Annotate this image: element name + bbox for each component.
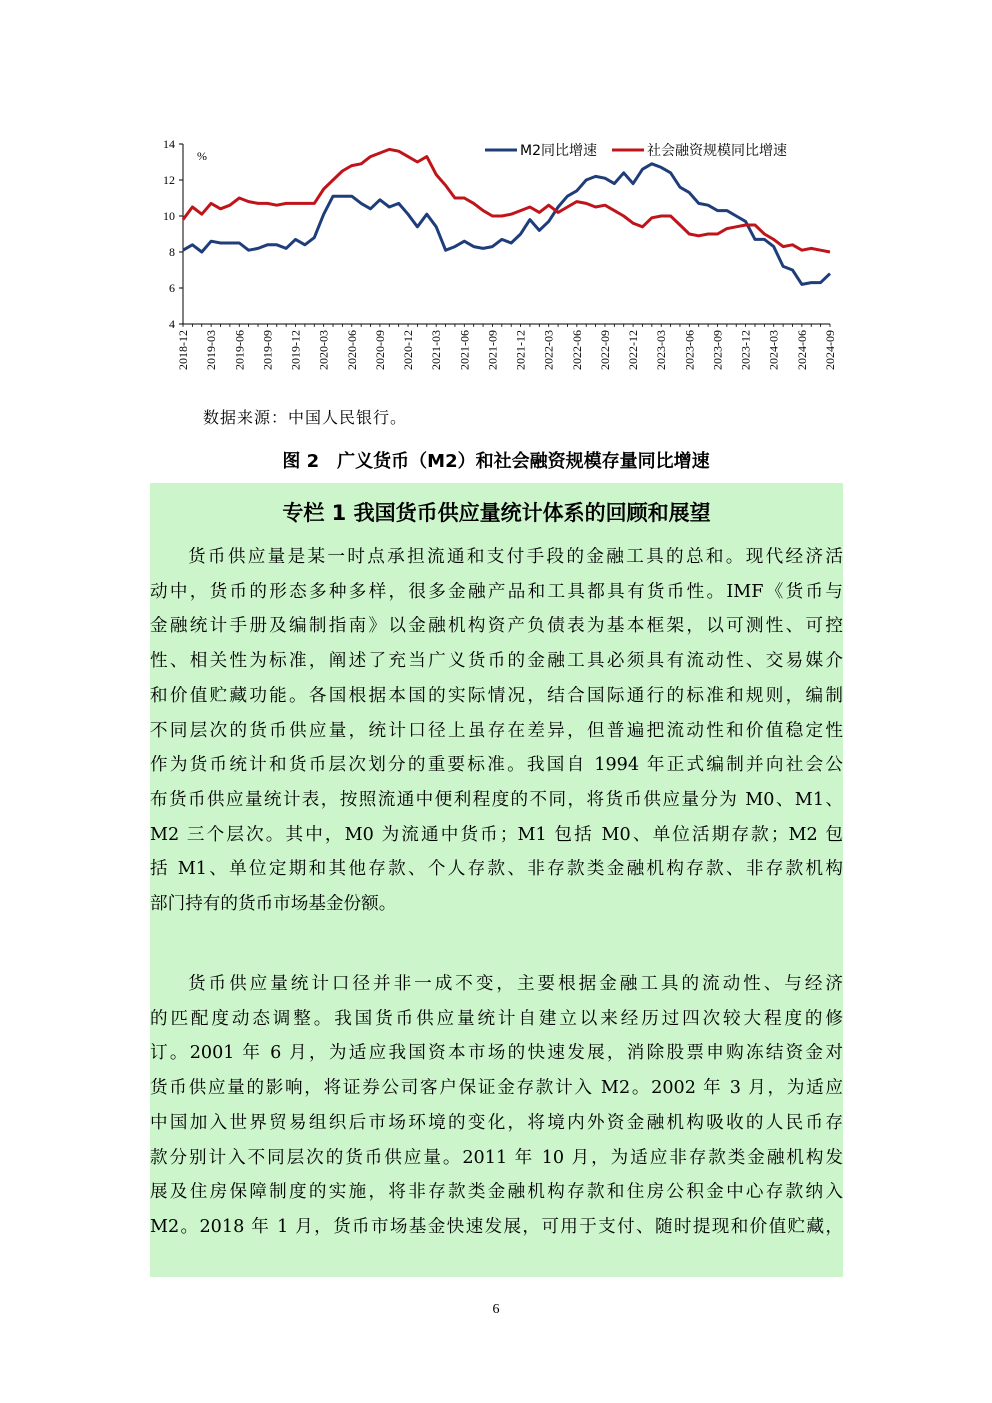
- text-line: M2。2018 年 1 月，货币市场基金快速发展，可用于支付、随时提现和价值贮藏，: [150, 1216, 843, 1237]
- legend-label: M2同比增速: [520, 143, 597, 159]
- x-tick-label: 2020-03: [316, 330, 331, 370]
- text-line: 款分别计入不同层次的货币供应量。2011 年 10 月，为适应非存款类金融机构发: [150, 1147, 843, 1168]
- y-tick-label: 6: [169, 281, 175, 295]
- x-tick-label: 2019-03: [204, 330, 219, 370]
- paragraph-1: [150, 540, 843, 922]
- tsf-series-line: [183, 149, 830, 252]
- text-line: 括 M1、单位定期和其他存款、个人存款、非存款类金融机构存款、非存款机构: [150, 859, 843, 880]
- x-tick-label: 2019-09: [260, 330, 275, 370]
- text-line: 金融统计手册及编制指南》以金融机构资产负债表为基本框架，以可测性、可控: [150, 616, 843, 637]
- x-tick-label: 2021-06: [457, 330, 472, 370]
- text-line: 部门持有的货币市场基金份额。: [150, 894, 397, 915]
- figure-caption: 图 2 广义货币（M2）和社会融资规模存量同比增速: [282, 451, 710, 472]
- x-tick-label: 2021-03: [429, 330, 444, 370]
- y-tick-label: 8: [169, 245, 175, 259]
- text-line: 中国加入世界贸易组织后市场环境的变化，将境内外资金融机构吸收的人民币存: [150, 1112, 843, 1133]
- x-tick-label: 2019-06: [232, 330, 247, 370]
- m2-tsf-growth-chart: [150, 128, 845, 396]
- box-title: 专栏 1 我国货币供应量统计体系的回顾和展望: [282, 501, 711, 525]
- y-tick-label: 14: [163, 137, 175, 151]
- text-line: 展及住房保障制度的实施，将非存款类金融机构存款和住房公积金中心存款纳入: [150, 1182, 843, 1203]
- x-tick-label: 2021-12: [513, 330, 528, 370]
- x-tick-label: 2021-09: [485, 330, 500, 370]
- x-tick-label: 2023-12: [738, 330, 753, 370]
- text-line: 动中，货币的形态多种多样，很多金融产品和工具都具有货币性。IMF《货币与: [150, 581, 843, 602]
- x-tick-label: 2024-03: [766, 330, 781, 370]
- x-tick-label: 2022-06: [569, 330, 584, 370]
- source-note: 数据来源：中国人民银行。: [203, 408, 408, 427]
- text-line: 货币供应量统计口径并非一成不变，主要根据金融工具的流动性、与经济: [188, 974, 843, 994]
- chart-svg: [150, 128, 845, 396]
- text-line: 订。2001 年 6 月，为适应我国资本市场的快速发展，消除股票申购冻结资金对: [150, 1043, 843, 1064]
- text-line: 布货币供应量统计表，按照流通中便利程度的不同，将货币供应量分为 M0、M1、: [150, 789, 843, 810]
- text-line: 性、相关性为标准，阐述了充当广义货币的金融工具必须具有流动性、交易媒介: [150, 651, 843, 672]
- x-tick-label: 2023-06: [682, 330, 697, 370]
- text-line: 不同层次的货币供应量，统计口径上虽存在差异，但普遍把流动性和价值稳定性: [150, 720, 843, 741]
- column-box: [150, 483, 843, 1277]
- x-tick-label: 2022-03: [541, 330, 556, 370]
- text-line: 作为货币统计和货币层次划分的重要标准。我国自 1994 年正式编制并向社会公: [150, 755, 843, 776]
- y-tick-label: 12: [163, 173, 175, 187]
- x-tick-label: 2022-12: [626, 329, 641, 370]
- x-tick-label: 2023-03: [654, 330, 669, 370]
- paragraph-2: [150, 967, 843, 1245]
- m2-series-line: [183, 164, 830, 285]
- x-tick-label: 2020-06: [344, 330, 359, 370]
- x-tick-label: 2020-09: [372, 330, 387, 370]
- text-line: 的匹配度动态调整。我国货币供应量统计自建立以来经历过四次较大程度的修: [150, 1008, 843, 1029]
- text-line: 货币供应量的影响，将证券公司客户保证金存款计入 M2。2002 年 3 月，为适应: [150, 1078, 843, 1099]
- text-line: 和价值贮藏功能。各国根据本国的实际情况，结合国际通行的标准和规则，编制: [150, 685, 843, 706]
- y-tick-label: 4: [169, 317, 175, 331]
- x-tick-label: 2018-12: [176, 330, 190, 370]
- x-tick-label: 2023-09: [710, 330, 725, 370]
- text-line: M2 三个层次。其中，M0 为流通中货币；M1 包括 M0、单位活期存款；M2 包: [150, 824, 843, 845]
- x-tick-label: 2022-09: [597, 330, 612, 370]
- x-tick-label: 2024-06: [794, 330, 809, 370]
- x-tick-label: 2020-12: [401, 330, 416, 370]
- page-number: 6: [492, 1302, 500, 1317]
- legend-label: 社会融资规模同比增速: [647, 143, 787, 159]
- text-line: 货币供应量是某一时点承担流通和支付手段的金融工具的总和。现代经济活: [188, 547, 843, 567]
- y-unit-label: %: [197, 149, 207, 163]
- x-tick-label: 2024-09: [823, 330, 837, 370]
- x-tick-label: 2019-12: [288, 330, 303, 370]
- y-tick-label: 10: [163, 209, 175, 223]
